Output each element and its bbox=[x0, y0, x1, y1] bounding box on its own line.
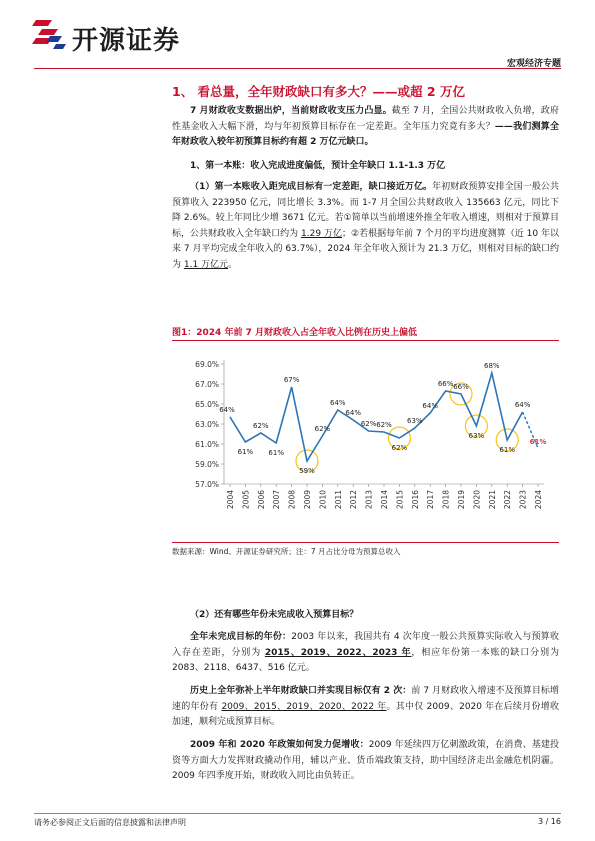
report-category: 宏观经济专题 bbox=[506, 59, 561, 69]
company-logo bbox=[28, 14, 228, 54]
p2-lead2: 历史上全年弥补上半年财政缺口并实现目标仅有 2 次： bbox=[190, 686, 412, 696]
x-tick-label: 2012 bbox=[349, 490, 359, 510]
x-tick-label: 2016 bbox=[410, 490, 420, 510]
data-label: 64% bbox=[345, 409, 361, 417]
x-tick-label: 2004 bbox=[226, 490, 235, 510]
logo-text: 开源证券 bbox=[72, 26, 181, 56]
logo-mark-icon bbox=[28, 14, 68, 54]
paragraph-first-ledger bbox=[172, 180, 559, 273]
p1-marker-2: ② bbox=[351, 228, 360, 239]
data-labels bbox=[219, 362, 546, 475]
y-tick-label: 61.0% bbox=[195, 440, 219, 449]
x-tick-label: 2013 bbox=[364, 490, 374, 510]
data-label: 62% bbox=[253, 422, 269, 430]
intro-paragraph bbox=[172, 104, 559, 151]
series-line-actual bbox=[230, 373, 523, 461]
data-label: 62% bbox=[314, 425, 331, 433]
p2-text5: 2009 年延续四万亿刺激政策，在消费、基建投资等方面大力发挥财政撬动作用，辅以产业、货币端政策支持，助中国经济走出金融危机阴霾。2009 年四季度开始，财政收入同比由负转正。 bbox=[172, 740, 559, 781]
series-line bbox=[230, 373, 538, 461]
figure-source: 数据来源：Wind、开源证券研究所；注：7 月占比分母为预算总收入 bbox=[172, 547, 401, 556]
p1-lead: （1）第一本账收入距完成目标有一定差距，缺口接近万亿。 bbox=[190, 182, 433, 192]
p1-marker-1: ① bbox=[343, 213, 352, 223]
p2-lead3: 2009 年和 2020 年政策如何发力促增收： bbox=[190, 740, 369, 750]
subsection-title: 1、第一本账：收入完成进度偏低，预计全年缺口 1.1-1.3 万亿 bbox=[190, 161, 446, 171]
intro-conclusion: ——我们测算全年财政收入较年初预算目标约有超 2 万亿元缺口。 bbox=[172, 121, 559, 147]
figure-top-rule bbox=[172, 340, 559, 341]
data-label: 67% bbox=[283, 376, 300, 384]
x-tick-label: 2022 bbox=[503, 490, 513, 510]
x-tick-label: 2021 bbox=[487, 490, 497, 510]
x-tick-label: 2009 bbox=[303, 490, 312, 510]
figure-title: 图1：2024 年前 7 月财政收入占全年收入比例在历史上偏低 bbox=[172, 328, 417, 338]
p1-text3: ； bbox=[341, 228, 351, 239]
x-tick-label: 2010 bbox=[318, 490, 328, 510]
p2-lead1: 全年未完成目标的年份： bbox=[190, 632, 292, 642]
p1-gap-estimate-2: 1.1 万亿元 bbox=[183, 259, 229, 270]
y-tick-label: 69.0% bbox=[195, 360, 219, 369]
y-tick-label: 63.0% bbox=[195, 420, 219, 429]
data-label: 61% bbox=[499, 446, 515, 454]
paragraph-policy-support bbox=[172, 738, 559, 785]
x-tick-label: 2006 bbox=[256, 490, 266, 510]
data-label: 63% bbox=[468, 432, 485, 440]
page-number: 3 / 16 bbox=[537, 817, 561, 826]
intro-lead: 7 月财政收支数据出炉，当前财政收支压力凸显。 bbox=[190, 106, 392, 116]
footer-disclaimer: 请务必参阅正文后面的信息披露和法律声明 bbox=[34, 818, 186, 827]
p1-text5: 。 bbox=[228, 259, 238, 270]
y-axis bbox=[195, 360, 224, 489]
data-label: 64% bbox=[330, 399, 346, 407]
p1-text4: 若根据每年前 7 个月的平均进度测算（近 10 年以来 7 月平均完成全年收入的 63.7%），2024 年全年收入预计为 21.3 万亿，则相对目标的缺口约为 bbox=[172, 228, 559, 270]
data-label: 66% bbox=[453, 383, 469, 391]
footer-divider bbox=[34, 813, 561, 814]
data-label: 64% bbox=[514, 401, 531, 409]
data-label: 64% bbox=[422, 402, 438, 410]
p2-missed-years: 2015、2019、2022、2023 年 bbox=[264, 647, 412, 658]
x-axis bbox=[224, 484, 544, 509]
p2-text2: ，相应年份第一本账的缺口分别为 2083、2118、6437、516 亿元。 bbox=[172, 647, 559, 673]
x-tick-label: 2007 bbox=[272, 490, 282, 510]
p2-title: （2）还有哪些年份未完成收入预算目标？ bbox=[190, 610, 359, 620]
data-label: 63% bbox=[407, 417, 423, 425]
x-tick-label: 2015 bbox=[395, 490, 405, 510]
x-tick-label: 2017 bbox=[426, 490, 436, 510]
p1-text2: 简单以当前增速外推全年收入增速，则相对于预算目标，公共财政收入全年缺口约为 bbox=[172, 213, 559, 239]
x-tick-label: 2005 bbox=[241, 490, 251, 510]
data-label: 61% bbox=[529, 438, 547, 446]
x-tick-label: 2011 bbox=[333, 490, 343, 510]
section-title: 1、 看总量，全年财政缺口有多大？——或超 2 万亿 bbox=[172, 84, 465, 99]
y-tick-label: 59.0% bbox=[195, 460, 219, 469]
data-label: 61% bbox=[268, 449, 284, 457]
p1-gap-estimate-1: 1.29 万亿 bbox=[301, 228, 342, 239]
data-label: 61% bbox=[237, 448, 254, 456]
data-label: 62% bbox=[376, 421, 392, 429]
intro-text: 截至 7 月，全国公共财政收入负增，政府性基金收入大幅下滑，均与年初预算目标存在一定差距。全年压力究竟有多大？ bbox=[172, 106, 559, 132]
x-tick-label: 2008 bbox=[287, 490, 297, 510]
data-label: 62% bbox=[391, 444, 408, 452]
x-tick-label: 2020 bbox=[472, 490, 482, 510]
p2-text3: 前 7 月财政收入增速不及预算目标增速的年份有 bbox=[172, 686, 560, 712]
data-label: 64% bbox=[219, 406, 235, 414]
x-tick-label: 2018 bbox=[441, 490, 451, 510]
figure-bottom-rule bbox=[172, 542, 559, 543]
p1-text1: 年初财政预算安排全国一般公共预算收入 223950 亿元，同比增长 3.3%。而 1-7 月全国公共财政收入 135663 亿元，同比下降 2.6%。较上年同比少增 3671 亿元。若 bbox=[172, 182, 559, 223]
x-tick-label: 2023 bbox=[518, 490, 528, 510]
data-label: 68% bbox=[484, 362, 500, 370]
paragraph-recovery-years bbox=[172, 684, 559, 731]
p2-lagging-years: 2009、2015、2019、2020、2022 年 bbox=[221, 701, 387, 712]
y-tick-label: 65.0% bbox=[195, 400, 219, 409]
data-label: 66% bbox=[437, 380, 454, 388]
y-tick-label: 67.0% bbox=[195, 380, 219, 389]
p2-text1: 2003 年以来，我国共有 4 次年度一般公共预算实际收入与预算收入存在差距，分别为 bbox=[172, 632, 559, 658]
x-tick-label: 2024 bbox=[534, 490, 543, 510]
x-tick-label: 2014 bbox=[380, 490, 389, 510]
header-divider bbox=[34, 68, 561, 69]
x-tick-label: 2019 bbox=[457, 490, 466, 510]
data-label: 59% bbox=[299, 467, 315, 475]
p2-text4: 。其中仅 2009、2020 年在后续月份增收加速，顺利完成预算目标。 bbox=[172, 701, 559, 727]
paragraph-missed-years bbox=[172, 630, 559, 677]
y-tick-label: 57.0% bbox=[195, 480, 219, 489]
revenue-ratio-line-chart bbox=[172, 348, 559, 540]
data-label: 62% bbox=[360, 420, 377, 428]
